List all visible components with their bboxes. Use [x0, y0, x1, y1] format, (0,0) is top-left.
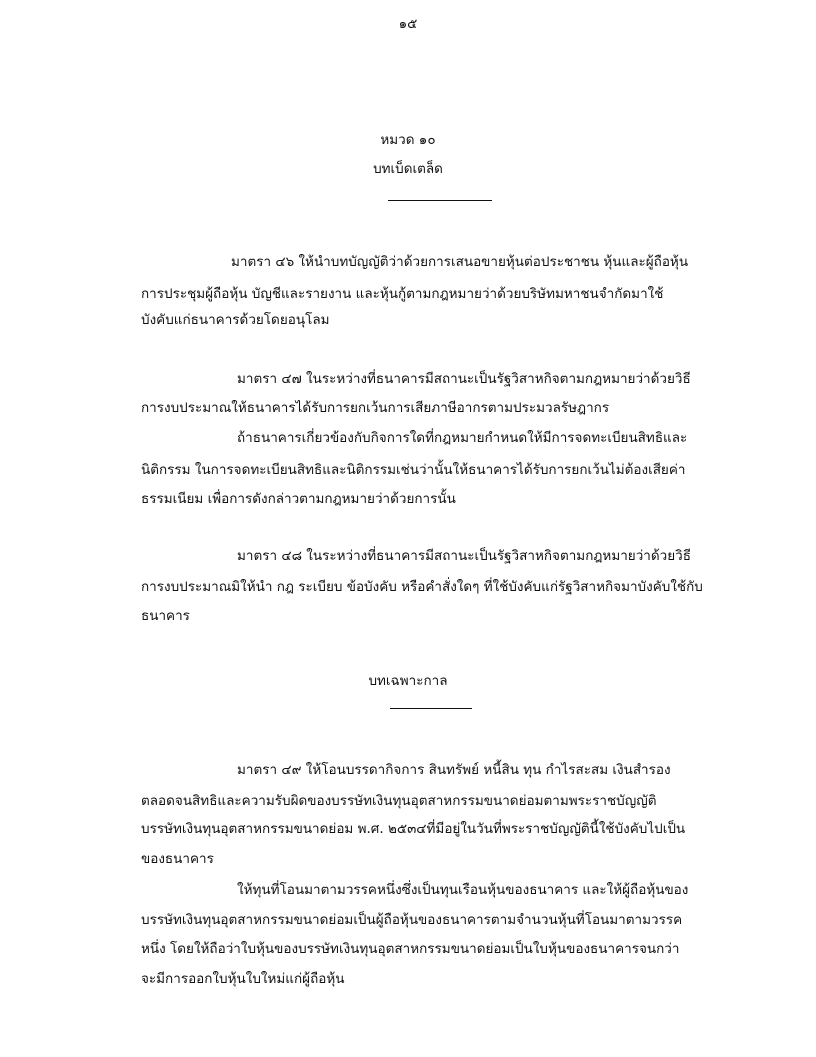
section49-para2-line-1: ให้ทุนที่โอนมาตามวรรคหนึ่งซึ่งเป็นทุนเรือนหุ้นของธนาคาร และให้ผู้ถือหุ้นของ [237, 882, 689, 898]
section46-line-1: มาตรา ๔๖ ให้นำบทบัญญัติว่าด้วยการเสนอขายหุ้นต่อประชาชน หุ้นและผู้ถือหุ้น [231, 254, 689, 270]
section49-para2-line-3: หนึ่ง โดยให้ถือว่าใบหุ้นของบรรษัทเงินทุนอุตสาหกรรมขนาดย่อมเป็นใบหุ้นของธนาคารจนกว่า [141, 941, 680, 957]
section47-para2-line-2: นิติกรรม ในการจดทะเบียนสิทธิและนิติกรรมเช่นว่านั้นให้ธนาคารได้รับการยกเว้นไม่ต้องเสียค่า [141, 462, 686, 478]
section48-line-2: การงบประมาณมิให้นำ กฎ ระเบียบ ข้อบังคับ หรือคำสั่งใดๆ ที่ใช้บังคับแก่รัฐวิสาหกิจมาบังคับใช้กับ [141, 579, 703, 595]
section47-line-2: การงบประมาณให้ธนาคารได้รับการยกเว้นการเสียภาษีอากรตามประมวลรัษฎากร [141, 400, 610, 416]
section49-line-3: บรรษัทเงินทุนอุตสาหกรรมขนาดย่อม พ.ศ. ๒๕๓๔ที่มีอยู่ในวันที่พระราชบัญญัตินี้ใช้บังคับไปเป็น [141, 821, 686, 837]
section49-line-4: ของธนาคาร [141, 851, 214, 867]
section49-para2-line-4: จะมีการออกใบหุ้นใบใหม่แก่ผู้ถือหุ้น [141, 971, 345, 987]
section46-line-3: บังคับแก่ธนาคารด้วยโดยอนุโลม [141, 312, 330, 328]
chapter-title: บทเบ็ดเตล็ด [373, 161, 443, 177]
chapter-divider [388, 200, 492, 201]
section49-line-2: ตลอดจนสิทธิและความรับผิดของบรรษัทเงินทุนอุตสาหกรรมขนาดย่อมตามพระราชบัญญัติ [141, 793, 657, 809]
section49-line-1: มาตรา ๔๙ ให้โอนบรรดากิจการ สินทรัพย์ หนี้สิน ทุน กำไรสะสม เงินสำรอง [237, 762, 671, 778]
page-number: ๑๕ [398, 16, 418, 32]
section48-line-1: มาตรา ๔๘ ในระหว่างที่ธนาคารมีสถานะเป็นรัฐวิสาหกิจตามกฎหมายว่าด้วยวิธี [237, 548, 691, 564]
section46-line-2: การประชุมผู้ถือหุ้น บัญชีและรายงาน และหุ้นกู้ตามกฎหมายว่าด้วยบริษัทมหาชนจำกัดมาใช้ [141, 286, 664, 302]
section48-line-3: ธนาคาร [141, 608, 190, 624]
section49-para2-line-2: บรรษัทเงินทุนอุตสาหกรรมขนาดย่อมเป็นผู้ถือหุ้นของธนาคารตามจำนวนหุ้นที่โอนมาตามวรรค [141, 912, 683, 928]
transitional-divider [390, 708, 472, 709]
section47-para2-line-3: ธรรมเนียม เพื่อการดังกล่าวตามกฎหมายว่าด้วยการนั้น [141, 491, 456, 507]
chapter-heading: หมวด ๑๐ [380, 132, 436, 148]
section47-line-1: มาตรา ๔๗ ในระหว่างที่ธนาคารมีสถานะเป็นรัฐวิสาหกิจตามกฎหมายว่าด้วยวิธี [237, 371, 691, 387]
section47-para2-line-1: ถ้าธนาคารเกี่ยวข้องกับกิจการใดที่กฎหมายกำหนดให้มีการจดทะเบียนสิทธิและ [237, 430, 688, 446]
transitional-title: บทเฉพาะกาล [368, 673, 448, 689]
